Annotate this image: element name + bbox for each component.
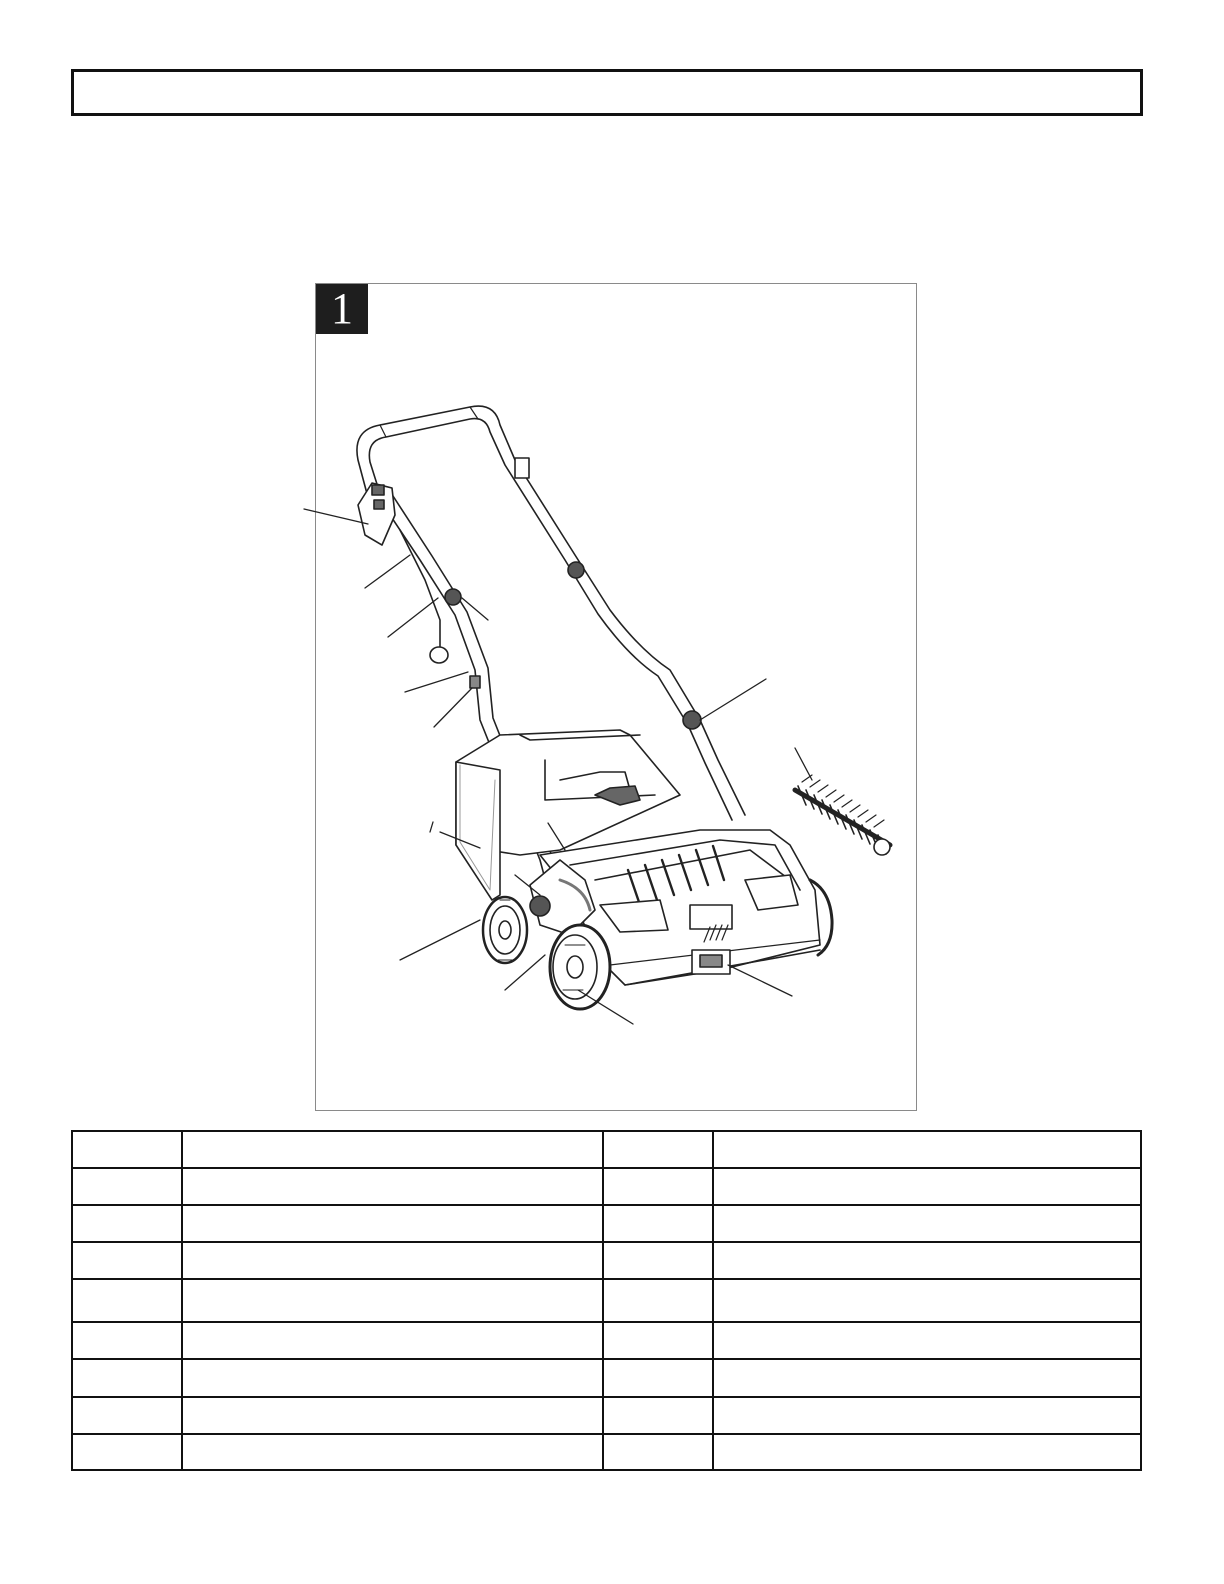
part-description-cell [713,1397,1141,1434]
part-description-cell [713,1359,1141,1397]
part-number-cell [72,1359,182,1397]
part-description-cell [713,1242,1141,1279]
table-row [72,1434,1141,1470]
table-row [72,1279,1141,1322]
part-number-cell [603,1131,713,1168]
part-description-cell [182,1205,603,1242]
part-description-cell [182,1397,603,1434]
part-number-cell [72,1168,182,1205]
power-cable [400,530,448,663]
part-description-cell [182,1131,603,1168]
part-description-cell [182,1434,603,1470]
part-number-cell [72,1242,182,1279]
part-description-cell [713,1322,1141,1359]
part-description-cell [182,1242,603,1279]
spike-roller [795,775,890,855]
part-description-cell [713,1279,1141,1322]
table-row [72,1205,1141,1242]
part-number-cell [72,1434,182,1470]
part-number-cell [603,1397,713,1434]
front-wheel [550,925,610,1009]
switch-box [358,483,395,545]
parts-list-table [71,1130,1142,1471]
table-row [72,1397,1141,1434]
part-description-cell [713,1205,1141,1242]
part-description-cell [713,1168,1141,1205]
part-description-cell [713,1434,1141,1470]
table-row [72,1168,1141,1205]
part-number-cell [72,1322,182,1359]
part-description-cell [713,1131,1141,1168]
part-description-cell [182,1279,603,1322]
part-number-cell [603,1322,713,1359]
part-number-cell [603,1205,713,1242]
table-row [72,1359,1141,1397]
part-number-cell [603,1359,713,1397]
part-description-cell [182,1168,603,1205]
part-description-cell [182,1322,603,1359]
table-row [72,1242,1141,1279]
part-number-cell [603,1168,713,1205]
part-number-cell [72,1205,182,1242]
part-number-cell [72,1279,182,1322]
table-row [72,1322,1141,1359]
part-number-cell [603,1279,713,1322]
part-number-cell [72,1131,182,1168]
part-description-cell [182,1359,603,1397]
part-number-cell [603,1434,713,1470]
table-row [72,1131,1141,1168]
figure-number-badge: 1 [316,284,368,334]
part-number-cell [72,1397,182,1434]
rear-wheel [483,897,527,963]
cable-clips [470,458,529,688]
part-number-cell [603,1242,713,1279]
